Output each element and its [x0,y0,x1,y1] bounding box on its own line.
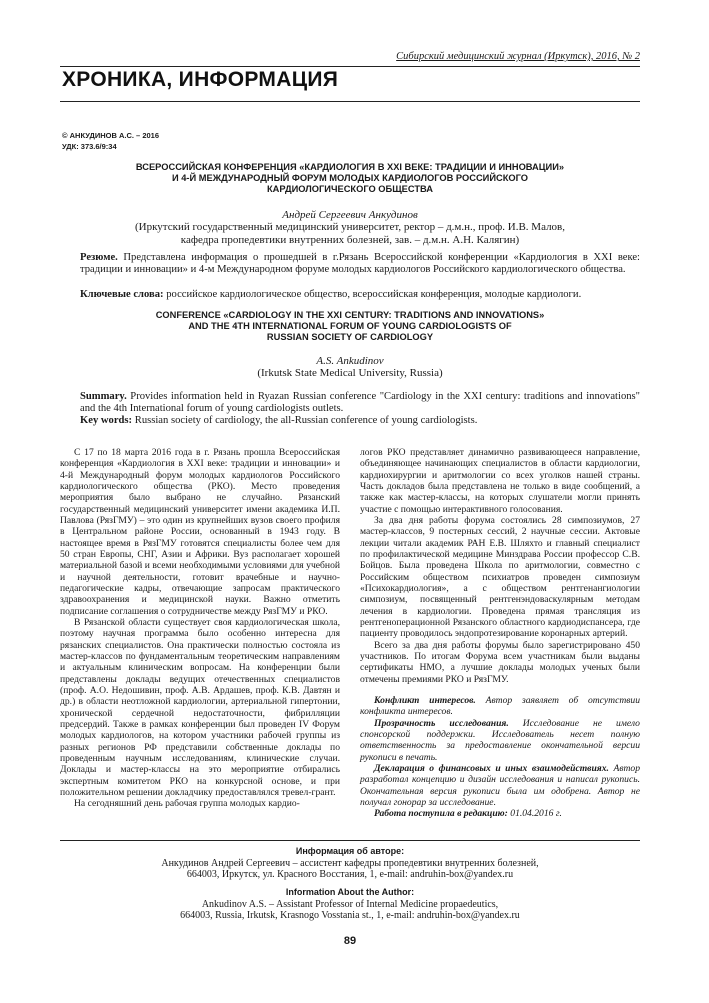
en-keywords-text: Russian society of cardiology, the all-Russian conference of young cardiologists. [134,415,478,426]
body-paragraph: С 17 по 18 марта 2016 года в г. Рязань прошла Всероссийская конференция «Кардиология в XXI веке: традиции и инновации» и 4-й Международный форум молодых кардиологов Российского кардиологического общества (РКО). Место проведения мероприятия было выбрано не случайно. Рязанский государственный медицинский университет имени академика И.П. Павлова (РязГМУ) – это один из крупнейших вузов своего профиля в Центральном районе России, основанный в 1943 году. В настоящее время в РязГМУ готовятся специалисты более чем для 50 стран Европы, СНГ, Азии и Африки. Вуз располагает хорошей материальной базой и всеми необходимыми условиями для учебной и научной деятельности, готовит врачебные и научно-педагогические кадры, отвечающие запросам практического здравоохранения и медицинской науки. Важно отметить подписание соглашения о сотрудничестве между РязГМУ и РКО. [60,447,340,617]
author-info-en-heading: Information About the Author: [285,887,415,897]
author-info-ru-line: Анкудинов Андрей Сергеевич – ассистент кафедры пропедевтики внутренних болезней, [161,857,539,869]
page-number: 89 [343,935,357,947]
section-rule [60,101,640,102]
body-paragraph: На сегодняшний день рабочая группа молодых кардио- [74,798,300,810]
declaration-label: Декларация о финансовых и иных взаимодействиях. [374,762,609,774]
ru-affiliation-line: (Иркутский государственный медицинский университет, ректор – д.м.н., проф. И.В. Малов, [134,221,565,233]
conflict-statement [360,695,640,718]
conflict-label: Конфликт интересов. [374,694,476,706]
declaration-statement [360,763,640,808]
en-keywords-label: Key words: [80,415,133,426]
ru-affiliation [60,221,640,246]
ru-keywords-label: Ключевые слова: [80,289,164,300]
info-rule [60,840,640,841]
journal-citation: Сибирский медицинский журнал (Иркутск), 2016, № 2 [396,51,640,62]
body-paragraph: В Рязанской области существует своя кардиологическая школа, поэтому научная программа было особенно интересна для рязанских специалистов. Она практически полностью состояла из мастер-классов по фундаментальным теоретическим направлениям и актуальным клиническим вопросам. На конференции были представлены доклады ведущих отечественных специалистов (проф. А.О. Недошивин, проф. А.В. Ардашев, проф. К.В. Давтян и др.) в области неотложной кардиологии, артериальной гипертонии, хронической сердечной недостаточности, фибрилляции предсердий. Также в рамках конференции был проведен IV Форум молодых кардиологов, на котором участники рабочей группы из разных регионов РФ представили собственные доклады по проведенным научным исследованиям, клинические случаи. Доклады и мастер-классы на это мероприятие отбирались экспертным комитетом РКО на конкурсной основе, и при положительном решении докладчику предоставлялся тревел-грант. [60,616,340,798]
section-title: ХРОНИКА, ИНФОРМАЦИЯ [62,68,339,91]
en-summary-text: Provides information held in Ryazan Russian conference "Cardiology in the XXI century: traditions and innovations" and the 4th International forum of young cardiologists outlets. [80,391,640,415]
body-right-column [360,447,640,820]
author-info-ru [60,846,640,881]
ru-affiliation-line: кафедра пропедевтики внутренних болезней, зав. – д.м.н. А.Н. Калягин) [180,233,520,246]
ru-abstract-text: Представлена информация о прошедшей в г.Рязань Всероссийской конференции «Кардиология в XXI веке: традиции и инновации» и 4-м Международном форуме молодых кардиологов Российского кардиологического общества. [80,252,640,276]
ru-title-line: ВСЕРОССИЙСКАЯ КОНФЕРЕНЦИЯ «КАРДИОЛОГИЯ В XXI ВЕКЕ: ТРАДИЦИИ И ИННОВАЦИИ» [135,162,565,172]
en-summary [80,391,640,416]
body-left-column [60,447,340,810]
transparency-text: Исследование не имело спонсорской поддержки. Исследователь несет полную ответственность за предоставление окончательной версии рукописи в печать. [360,717,640,763]
ru-abstract [80,252,640,277]
header-rule [60,66,640,67]
body-paragraph: За два дня работы форума состоялись 28 симпозиумов, 27 мастер-классов, 9 постерных сессий, 2 научные сессии. Актовые лекции читали академик РАН Е.В. Шляхто и главный специалист по профилактической медицине Минздрава России профессор С.В. Бойцов. Была проведена Школа по аритмологии, совместно с Российским обществом психиатров проведен симпозиум «Психокардиология», а с обществом рентгенангиологии симпозиум, посвященный рентгенэндоваскулярным методам лечения в кардиологии. Проведена прямая трансляция из рентгеноперационной Рязанского областного кардиодиспансера, где пациенту проводилось эндопротезирование коронарных артерий. [360,514,640,640]
en-author: A.S. Ankudinov [316,355,384,367]
en-affiliation: (Irkutsk State Medical University, Russia) [257,367,443,379]
author-info-en-line: Ankudinov A.S. – Assistant Professor of Internal Medicine propaedeutics, [201,898,499,910]
ru-title-line: КАРДИОЛОГИЧЕСКОГО ОБЩЕСТВА [266,184,434,194]
en-article-title [60,310,640,343]
ru-keywords-text: российское кардиологическое общество, всероссийская конференция, молодые кардиологи. [166,289,582,300]
declaration-text: Автор разработал концепцию и дизайн исследования и написал рукопись. Окончательная версия рукописи была им одобрена. Автор не получал гонорар за исследование. [360,762,640,808]
body-paragraph: логов РКО представляет динамично развивающееся направление, объединяющее начинающих специалистов в области кардиологии, кардиохирургии и аритмологии со всех уголков нашей страны. Часть докладов была представлена не только в виде сообщений, а также как мастер-классы, на которых слушатели могли принять участие с помощью интерактивного голосования. [360,447,640,515]
transparency-label: Прозрачность исследования. [374,717,509,729]
conflict-text: Автор заявляет об отсутствии конфликта интересов. [360,694,641,718]
received-statement [360,808,640,819]
en-title-line: AND THE 4TH INTERNATIONAL FORUM OF YOUNG CARDIOLOGISTS OF [188,321,512,331]
en-title-line: RUSSIAN SOCIETY OF CARDIOLOGY [266,332,434,342]
author-info-en [60,887,640,922]
en-title-line: CONFERENCE «CARDIOLOGY IN THE XXI CENTURY: TRADITIONS AND INNOVATIONS» [155,310,545,320]
ru-author: Андрей Сергеевич Анкудинов [282,209,418,221]
transparency-statement [360,718,640,763]
body-paragraph: Всего за два дня работы форумы было зарегистрировано 450 участников. По итогам Форума всем участникам были выданы сертификаты НМО, а лучшие доклады молодых ученых были отмечены премиями РКО и РязГМУ. [360,639,640,685]
en-keywords [80,415,640,427]
author-info-ru-heading: Информация об авторе: [295,846,405,856]
ru-title-line: И 4-Й МЕЖДУНАРОДНЫЙ ФОРУМ МОЛОДЫХ КАРДИОЛОГОВ РОССИЙСКОГО [171,173,529,183]
ru-keywords [80,289,640,301]
udk-line: УДК: 373.6/9:34 [62,142,117,151]
ru-article-title [60,162,640,195]
author-info-ru-line: 664003, Иркутск, ул. Красного Восстания, 1, e-mail: andruhin-box@yandex.ru [186,869,514,880]
received-date: 01.04.2016 г. [510,808,562,820]
en-summary-label: Summary. [80,391,127,402]
author-info-en-line: 664003, Russia, Irkutsk, Krasnogo Vosstania st., 1, e-mail: andruhin-box@yandex.ru [180,910,520,921]
received-label: Работа поступила в редакцию: [374,808,508,820]
ru-abstract-label: Резюме. [80,252,118,263]
copyright-line: © АНКУДИНОВ А.С. – 2016 [62,131,159,140]
